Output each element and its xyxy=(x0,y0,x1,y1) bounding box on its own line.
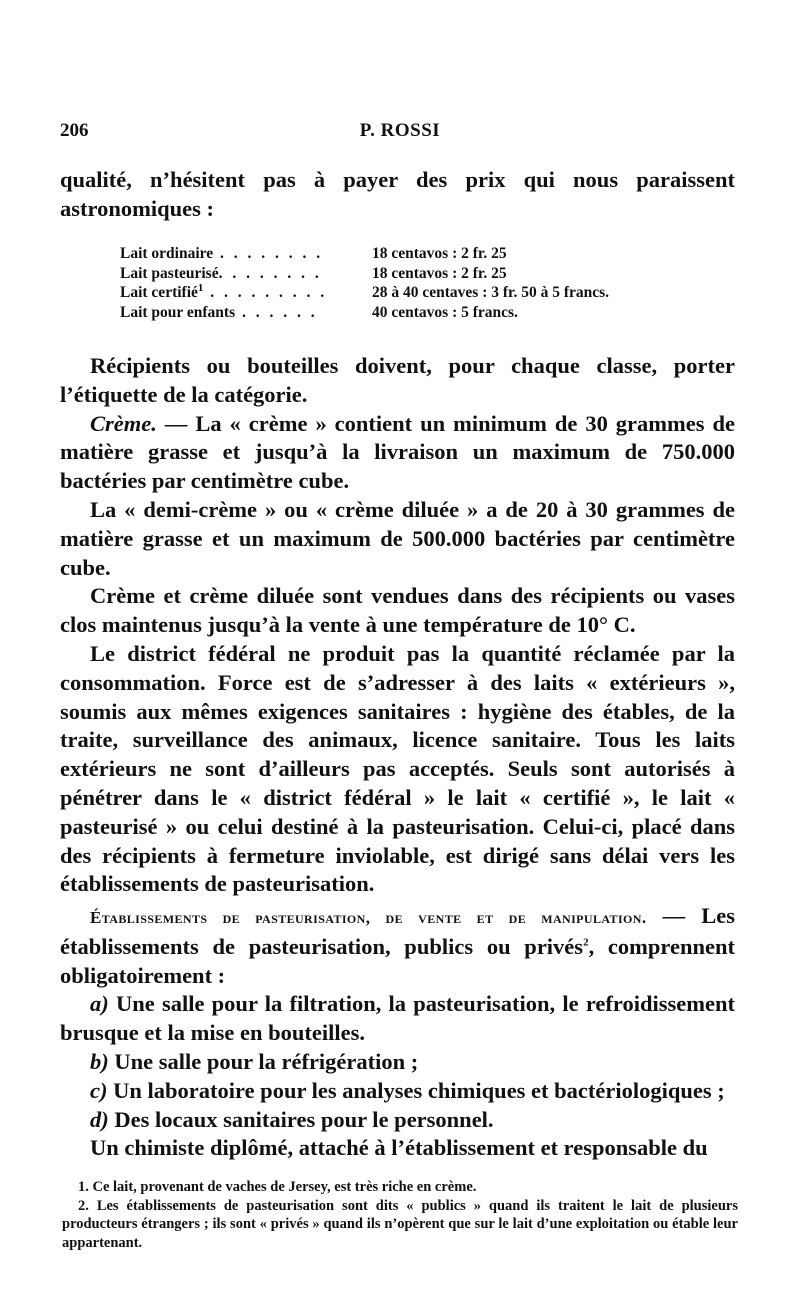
paragraph: La « demi-crème » ou « crème diluée » a de 20 à 30 grammes de matière grasse et un maximum de 500.000 bactéries par centimètre cube. xyxy=(60,496,735,580)
price-row-label: Lait certifié$^1$ . . . . . . . . . xyxy=(120,281,328,301)
list-item: a) Une salle pour la filtration, la pasteurisation, le refroidissement brusque et la mise en bouteilles. xyxy=(60,991,735,1046)
price-row-value: 18 centavos : 2 fr. 25 xyxy=(372,245,507,262)
footnote: 1. Ce lait, provenant de vaches de Jersey, est très riche en crème. xyxy=(78,1179,477,1195)
paragraph: Le district fédéral ne produit pas la quantité réclamée par la consommation. Force est de s’adresser à des laits « extérieurs », soumis aux mêmes exigences sanitaires : hygiène des étables, de la traite, surveillance des animaux, licence sanitaire. Tous les laits extérieurs ne sont d’ailleurs pas acceptés. Seuls sont autorisés à pénétrer dans le « district fédéral » le lait « certifié », le lait « pasteurisé » ou celui destiné à la pasteurisation. Celui-ci, placé dans des récipients à fermeture inviolable, est dirigé sans délai vers les établissements de pasteurisation. xyxy=(60,640,735,897)
page-header xyxy=(60,120,740,146)
closing-line: Un chimiste diplômé, attaché à l’établissement et responsable du xyxy=(90,1135,708,1161)
main-text xyxy=(60,352,735,899)
section-intro: Établissements de pasteurisation, de vente et de manipulation. — Les établissements de pasteurisation, publics ou privés$^2$, comprennent obligatoirement : xyxy=(60,903,736,988)
price-row-value: 18 centavos : 2 fr. 25 xyxy=(372,264,507,282)
table-row xyxy=(120,244,740,264)
table-row xyxy=(120,303,740,323)
creme-heading: Crème. xyxy=(90,410,157,436)
table-row xyxy=(120,283,740,303)
list-item: c) Un laboratoire pour les analyses chimiques et bactériologiques ; xyxy=(90,1077,725,1103)
price-row-label: Lait ordinaire . . . . . . . . xyxy=(120,245,324,262)
footnote: 2. Les établissements de pasteurisation sont dits « publics » quand ils traitent le lait de plusieurs producteurs étrangers ; ils sont « privés » quand ils n’opèrent que sur le lait d’une exploitation ou étable leur appartenant. xyxy=(62,1197,738,1251)
footnotes xyxy=(62,1178,738,1252)
price-row-value: 40 centavos : 5 francs. xyxy=(372,303,518,321)
milk-price-table xyxy=(120,244,740,322)
running-head: P. ROSSI xyxy=(359,120,441,141)
footnote-ref: 2 xyxy=(583,936,589,949)
paragraph-creme: Crème. — La « crème » contient un minimum de 30 grammes de matière grasse et jusqu’à la livraison un maximum de 750.000 bactéries par centimètre cube. xyxy=(60,410,735,494)
section-establishments xyxy=(60,902,735,1163)
page-number: 206 xyxy=(60,120,89,141)
list-item: b) Une salle pour la réfrigération ; xyxy=(90,1048,419,1074)
table-row xyxy=(120,264,740,284)
section-heading: Établissements de pasteurisation, de vente et de manipulation. xyxy=(90,908,647,927)
price-row-label: Lait pour enfants . . . . . . xyxy=(120,303,318,321)
intro-text: qualité, n’hésitent pas à payer des prix qui nous paraissent astronomiques : xyxy=(60,167,735,221)
intro-paragraph xyxy=(60,166,735,224)
footnote-ref: 1 xyxy=(197,281,204,294)
paragraph: Récipients ou bouteilles doivent, pour chaque classe, porter l’étiquette de la catégorie. xyxy=(60,353,735,407)
price-row-value: 28 à 40 centaves : 3 fr. 50 à 5 francs. xyxy=(372,284,610,301)
price-row-label: Lait pasteurisé. . . . . . . . xyxy=(120,264,322,282)
paragraph: Crème et crème diluée sont vendues dans des récipients ou vases clos maintenus jusqu’à la vente à une température de 10° C. xyxy=(60,583,735,638)
list-item: d) Des locaux sanitaires pour le personnel. xyxy=(90,1106,494,1132)
